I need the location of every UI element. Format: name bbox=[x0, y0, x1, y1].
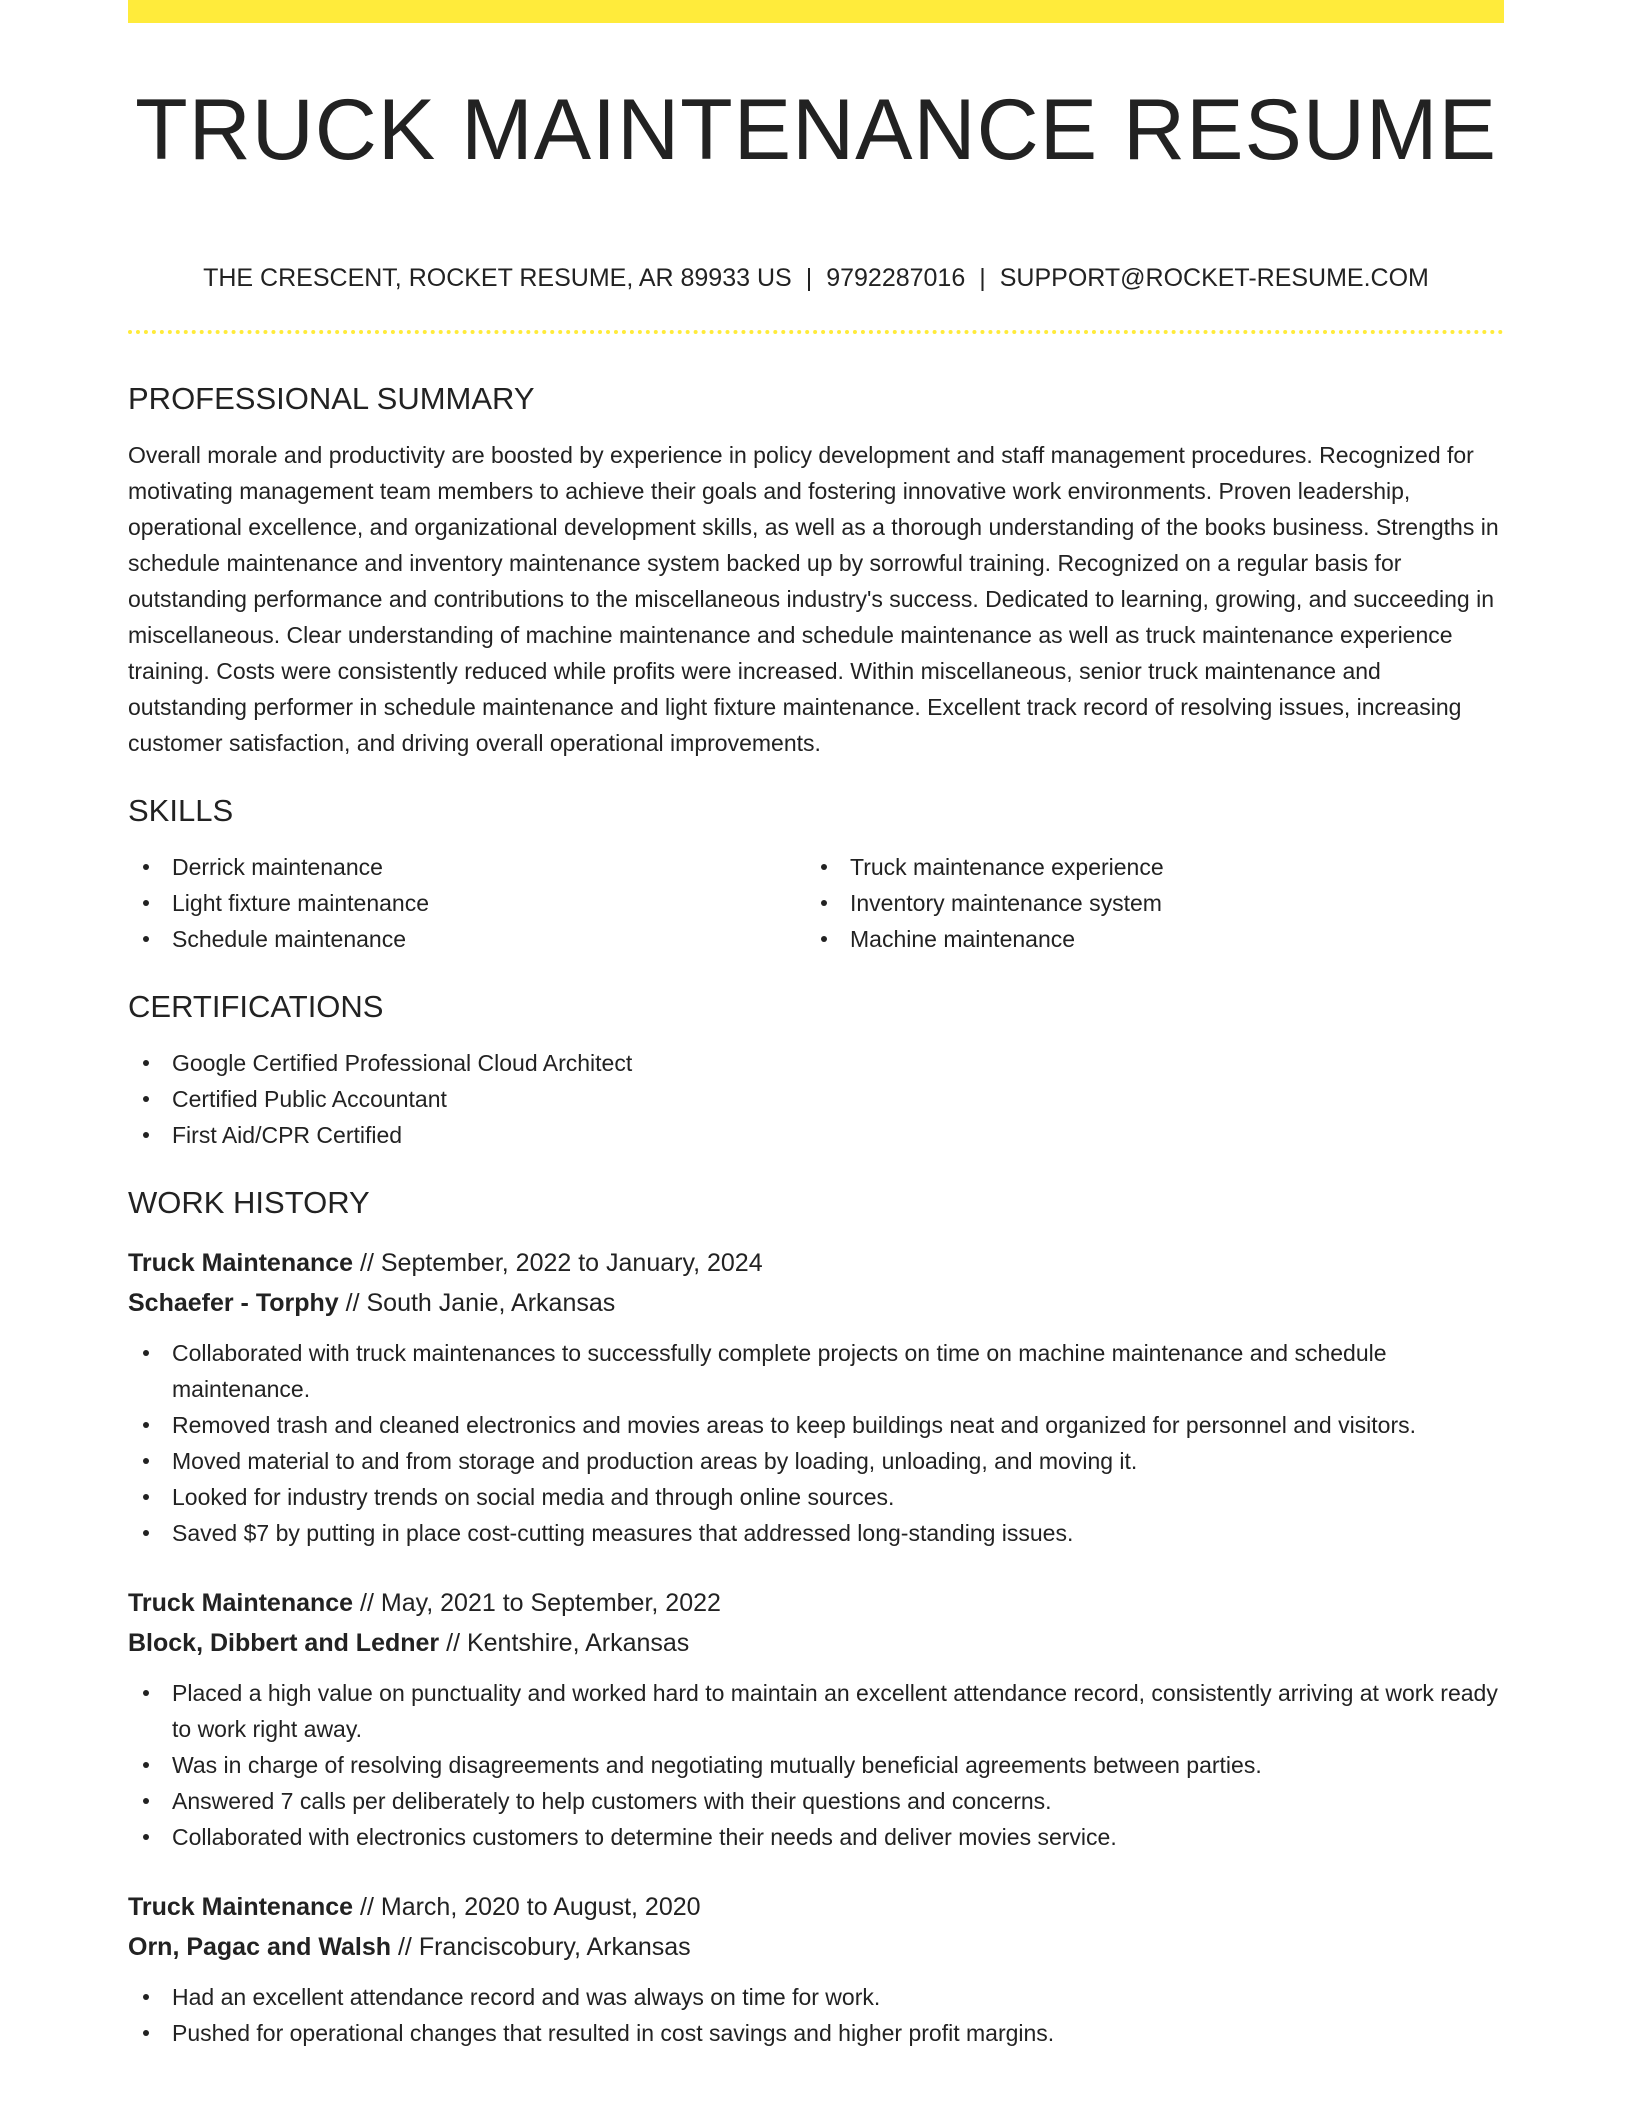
job-duty: Saved $7 by putting in place cost-cutting measures that addressed long-standing issues. bbox=[128, 1515, 1504, 1551]
skill-item: Derrick maintenance bbox=[128, 849, 806, 885]
resume-content bbox=[128, 0, 1504, 2051]
work-history-heading: WORK HISTORY bbox=[128, 1185, 370, 1220]
skill-item: Light fixture maintenance bbox=[128, 885, 806, 921]
summary-heading: PROFESSIONAL SUMMARY bbox=[128, 381, 535, 416]
job-company-line bbox=[128, 1623, 1504, 1663]
job-role-line bbox=[128, 1243, 1504, 1283]
job-duties-list bbox=[128, 1979, 1504, 2051]
skill-item: Machine maintenance bbox=[806, 921, 1484, 957]
skill-item: Inventory maintenance system bbox=[806, 885, 1484, 921]
summary-text: Overall morale and productivity are boosted by experience in policy development and staff management procedures. Recognized for motivating management team members to achieve their goals and fostering innovative work environments. Proven leadership, operational excellence, and organizational development skills, as well as a thorough understanding of the books business. Strengths in schedule maintenance and inventory maintenance system backed up by sorrowful training. Recognized on a regular basis for outstanding performance and contributions to the miscellaneous industry's success. Dedicated to learning, growing, and succeeding in miscellaneous. Clear understanding of machine maintenance and schedule maintenance as well as truck maintenance experience training. Costs were consistently reduced while profits were increased. Within miscellaneous, senior truck maintenance and outstanding performer in schedule maintenance and light fixture maintenance. Excellent track record of resolving issues, increasing customer satisfaction, and driving overall operational improvements. bbox=[128, 442, 1499, 756]
job-entry bbox=[128, 1243, 1504, 1551]
job-role: Truck Maintenance bbox=[128, 1249, 354, 1277]
skill-item: Truck maintenance experience bbox=[806, 849, 1484, 885]
certification-item: First Aid/CPR Certified bbox=[128, 1117, 1504, 1153]
job-company-line bbox=[128, 1283, 1504, 1323]
job-duty: Had an excellent attendance record and was always on time for work. bbox=[128, 1979, 1504, 2015]
certifications-list bbox=[128, 1045, 1504, 1153]
job-dates: // May, 2021 to September, 2022 bbox=[360, 1589, 721, 1617]
job-role: Truck Maintenance bbox=[128, 1893, 354, 1921]
job-duty: Moved material to and from storage and production areas by loading, unloading, and moving it. bbox=[128, 1443, 1504, 1479]
job-company: Block, Dibbert and Ledner bbox=[128, 1629, 440, 1657]
job-duty: Removed trash and cleaned electronics and movies areas to keep buildings neat and organized for personnel and visitors. bbox=[128, 1407, 1504, 1443]
job-role: Truck Maintenance bbox=[128, 1589, 354, 1617]
job-duty: Placed a high value on punctuality and worked hard to maintain an excellent attendance record, consistently arriving at work ready to work right away. bbox=[128, 1675, 1504, 1747]
contact-separator: | bbox=[979, 264, 986, 292]
certifications-heading: CERTIFICATIONS bbox=[128, 989, 384, 1024]
skills-grid bbox=[128, 849, 1504, 957]
job-duty: Looked for industry trends on social media and through online sources. bbox=[128, 1479, 1504, 1515]
job-duty: Pushed for operational changes that resulted in cost savings and higher profit margins. bbox=[128, 2015, 1504, 2051]
job-entry bbox=[128, 1887, 1504, 2051]
contact-email: SUPPORT@ROCKET-RESUME.COM bbox=[999, 264, 1429, 292]
resume-name: TRUCK MAINTENANCE RESUME bbox=[135, 82, 1497, 178]
skills-list-right bbox=[806, 849, 1484, 957]
job-location: // South Janie, Arkansas bbox=[345, 1289, 616, 1317]
job-entry bbox=[128, 1583, 1504, 1855]
job-location: // Franciscobury, Arkansas bbox=[397, 1933, 691, 1961]
certification-item: Google Certified Professional Cloud Architect bbox=[128, 1045, 1504, 1081]
job-company-line bbox=[128, 1927, 1504, 1967]
job-duty: Answered 7 calls per deliberately to help customers with their questions and concerns. bbox=[128, 1783, 1504, 1819]
job-company: Orn, Pagac and Walsh bbox=[128, 1933, 392, 1961]
skills-list-left bbox=[128, 849, 806, 957]
skill-item: Schedule maintenance bbox=[128, 921, 806, 957]
contact-address: THE CRESCENT, ROCKET RESUME, AR 89933 US bbox=[203, 264, 792, 292]
job-dates: // March, 2020 to August, 2020 bbox=[360, 1893, 701, 1921]
dotted-divider bbox=[128, 330, 1504, 334]
job-duty: Collaborated with truck maintenances to successfully complete projects on time on machine maintenance and schedule maintenance. bbox=[128, 1335, 1504, 1407]
job-duty: Was in charge of resolving disagreements and negotiating mutually beneficial agreements between parties. bbox=[128, 1747, 1504, 1783]
contact-separator: | bbox=[805, 264, 813, 292]
contact-line bbox=[128, 262, 1504, 294]
skills-heading: SKILLS bbox=[128, 793, 234, 828]
contact-phone: 9792287016 bbox=[826, 264, 966, 292]
job-duties-list bbox=[128, 1675, 1504, 1855]
job-role-line bbox=[128, 1887, 1504, 1927]
job-role-line bbox=[128, 1583, 1504, 1623]
job-company: Schaefer - Torphy bbox=[128, 1289, 339, 1317]
job-duty: Collaborated with electronics customers to determine their needs and deliver movies service. bbox=[128, 1819, 1504, 1855]
certification-item: Certified Public Accountant bbox=[128, 1081, 1504, 1117]
job-location: // Kentshire, Arkansas bbox=[446, 1629, 690, 1657]
job-dates: // September, 2022 to January, 2024 bbox=[360, 1249, 763, 1277]
job-duties-list bbox=[128, 1335, 1504, 1551]
